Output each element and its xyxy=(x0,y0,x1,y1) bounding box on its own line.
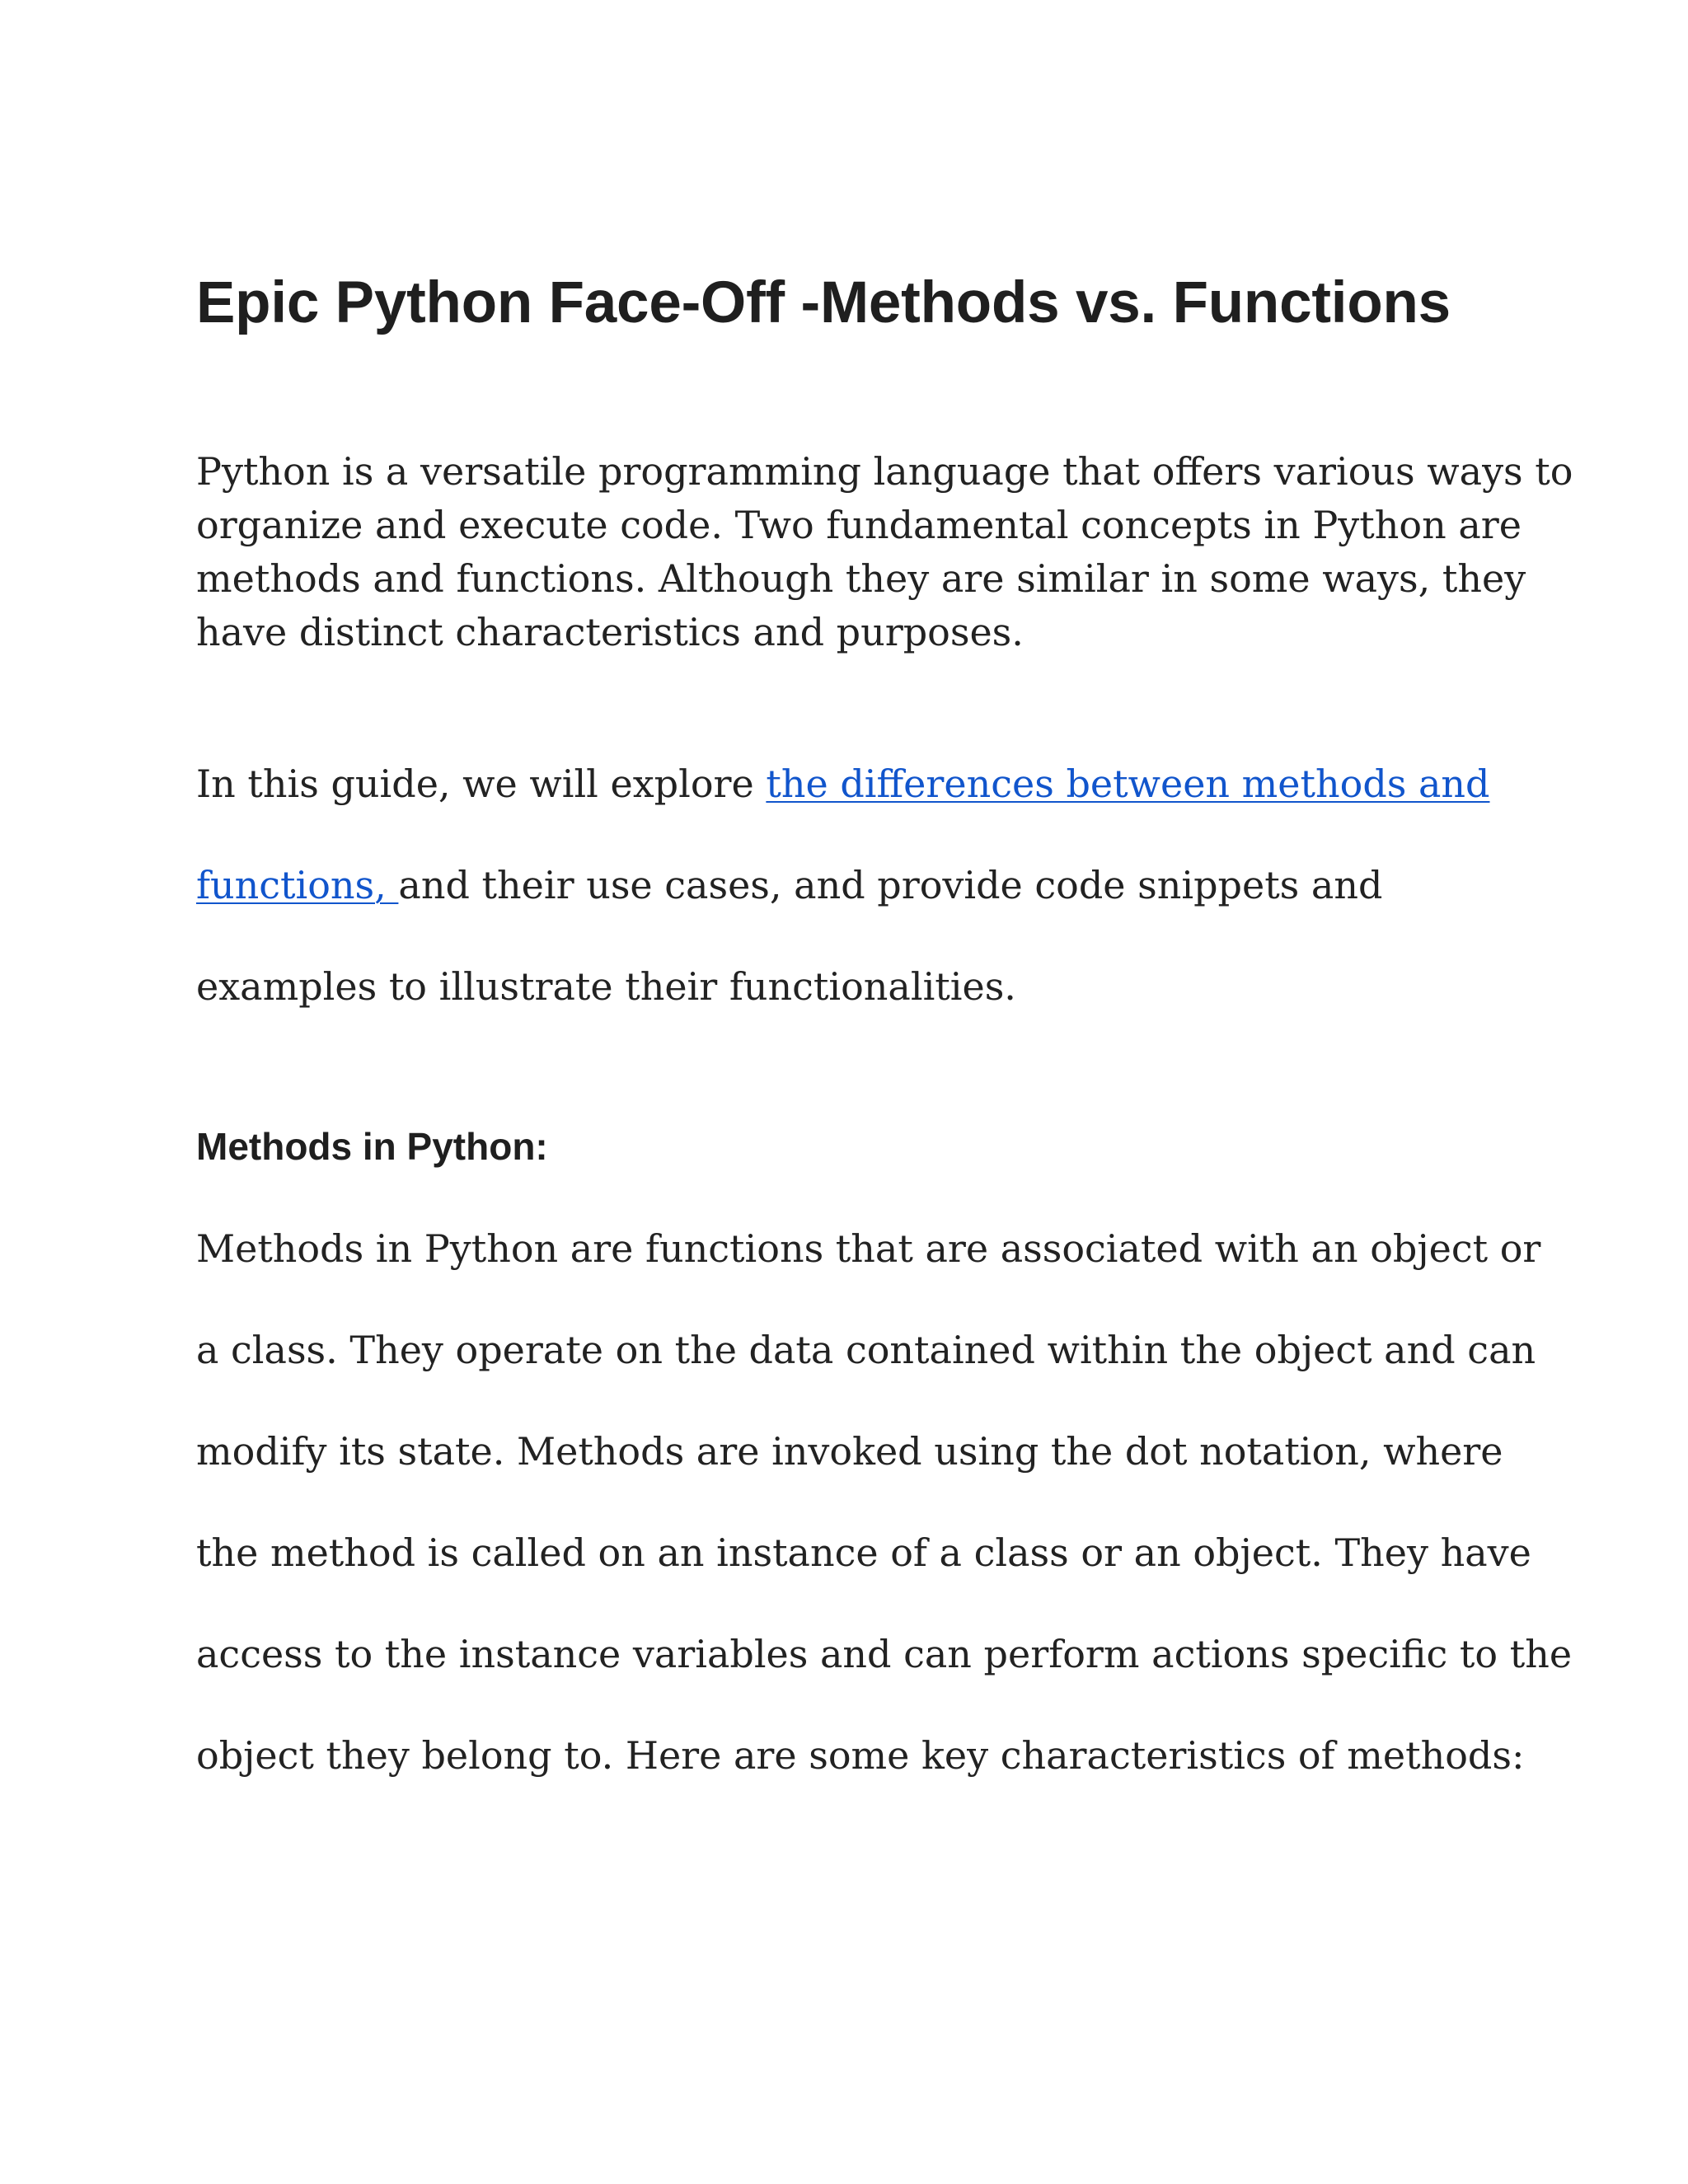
differences-link-continued[interactable]: functions, xyxy=(196,863,399,907)
intro-line: methods and functions. Although they are similar in some ways, they xyxy=(196,556,1526,601)
methods-line: the method is called on an instance of a class or an object. They have xyxy=(196,1530,1531,1575)
methods-line: access to the instance variables and can perform actions specific to the xyxy=(196,1632,1573,1676)
guide-line-2 xyxy=(196,835,1515,936)
section-heading: Methods in Python: xyxy=(196,1125,548,1168)
methods-line: a class. They operate on the data contained within the object and can xyxy=(196,1328,1536,1372)
differences-link[interactable]: the differences between methods and xyxy=(766,762,1490,806)
intro-line: Python is a versatile programming language that offers various ways to xyxy=(196,449,1573,494)
guide-line-3: examples to illustrate their functionalities. xyxy=(196,964,1016,1009)
intro-paragraph xyxy=(196,445,1573,659)
guide-text: In this guide, we will explore xyxy=(196,762,767,806)
methods-paragraph xyxy=(196,1198,1573,1807)
intro-line: organize and execute code. Two fundamental concepts in Python are xyxy=(196,503,1522,547)
page-title: Epic Python Face-Off -Methods vs. Functions xyxy=(196,270,1451,335)
guide-line-1 xyxy=(196,733,1515,835)
methods-line: Methods in Python are functions that are associated with an object or xyxy=(196,1226,1541,1271)
document-content xyxy=(196,262,1573,1778)
methods-line: object they belong to. Here are some key characteristics of methods: xyxy=(196,1733,1525,1778)
intro-line: have distinct characteristics and purposes. xyxy=(196,610,1024,654)
guide-paragraph xyxy=(196,733,1515,1038)
methods-line: modify its state. Methods are invoked using the dot notation, where xyxy=(196,1429,1503,1474)
guide-text: and their use cases, and provide code snippets and xyxy=(398,863,1383,907)
